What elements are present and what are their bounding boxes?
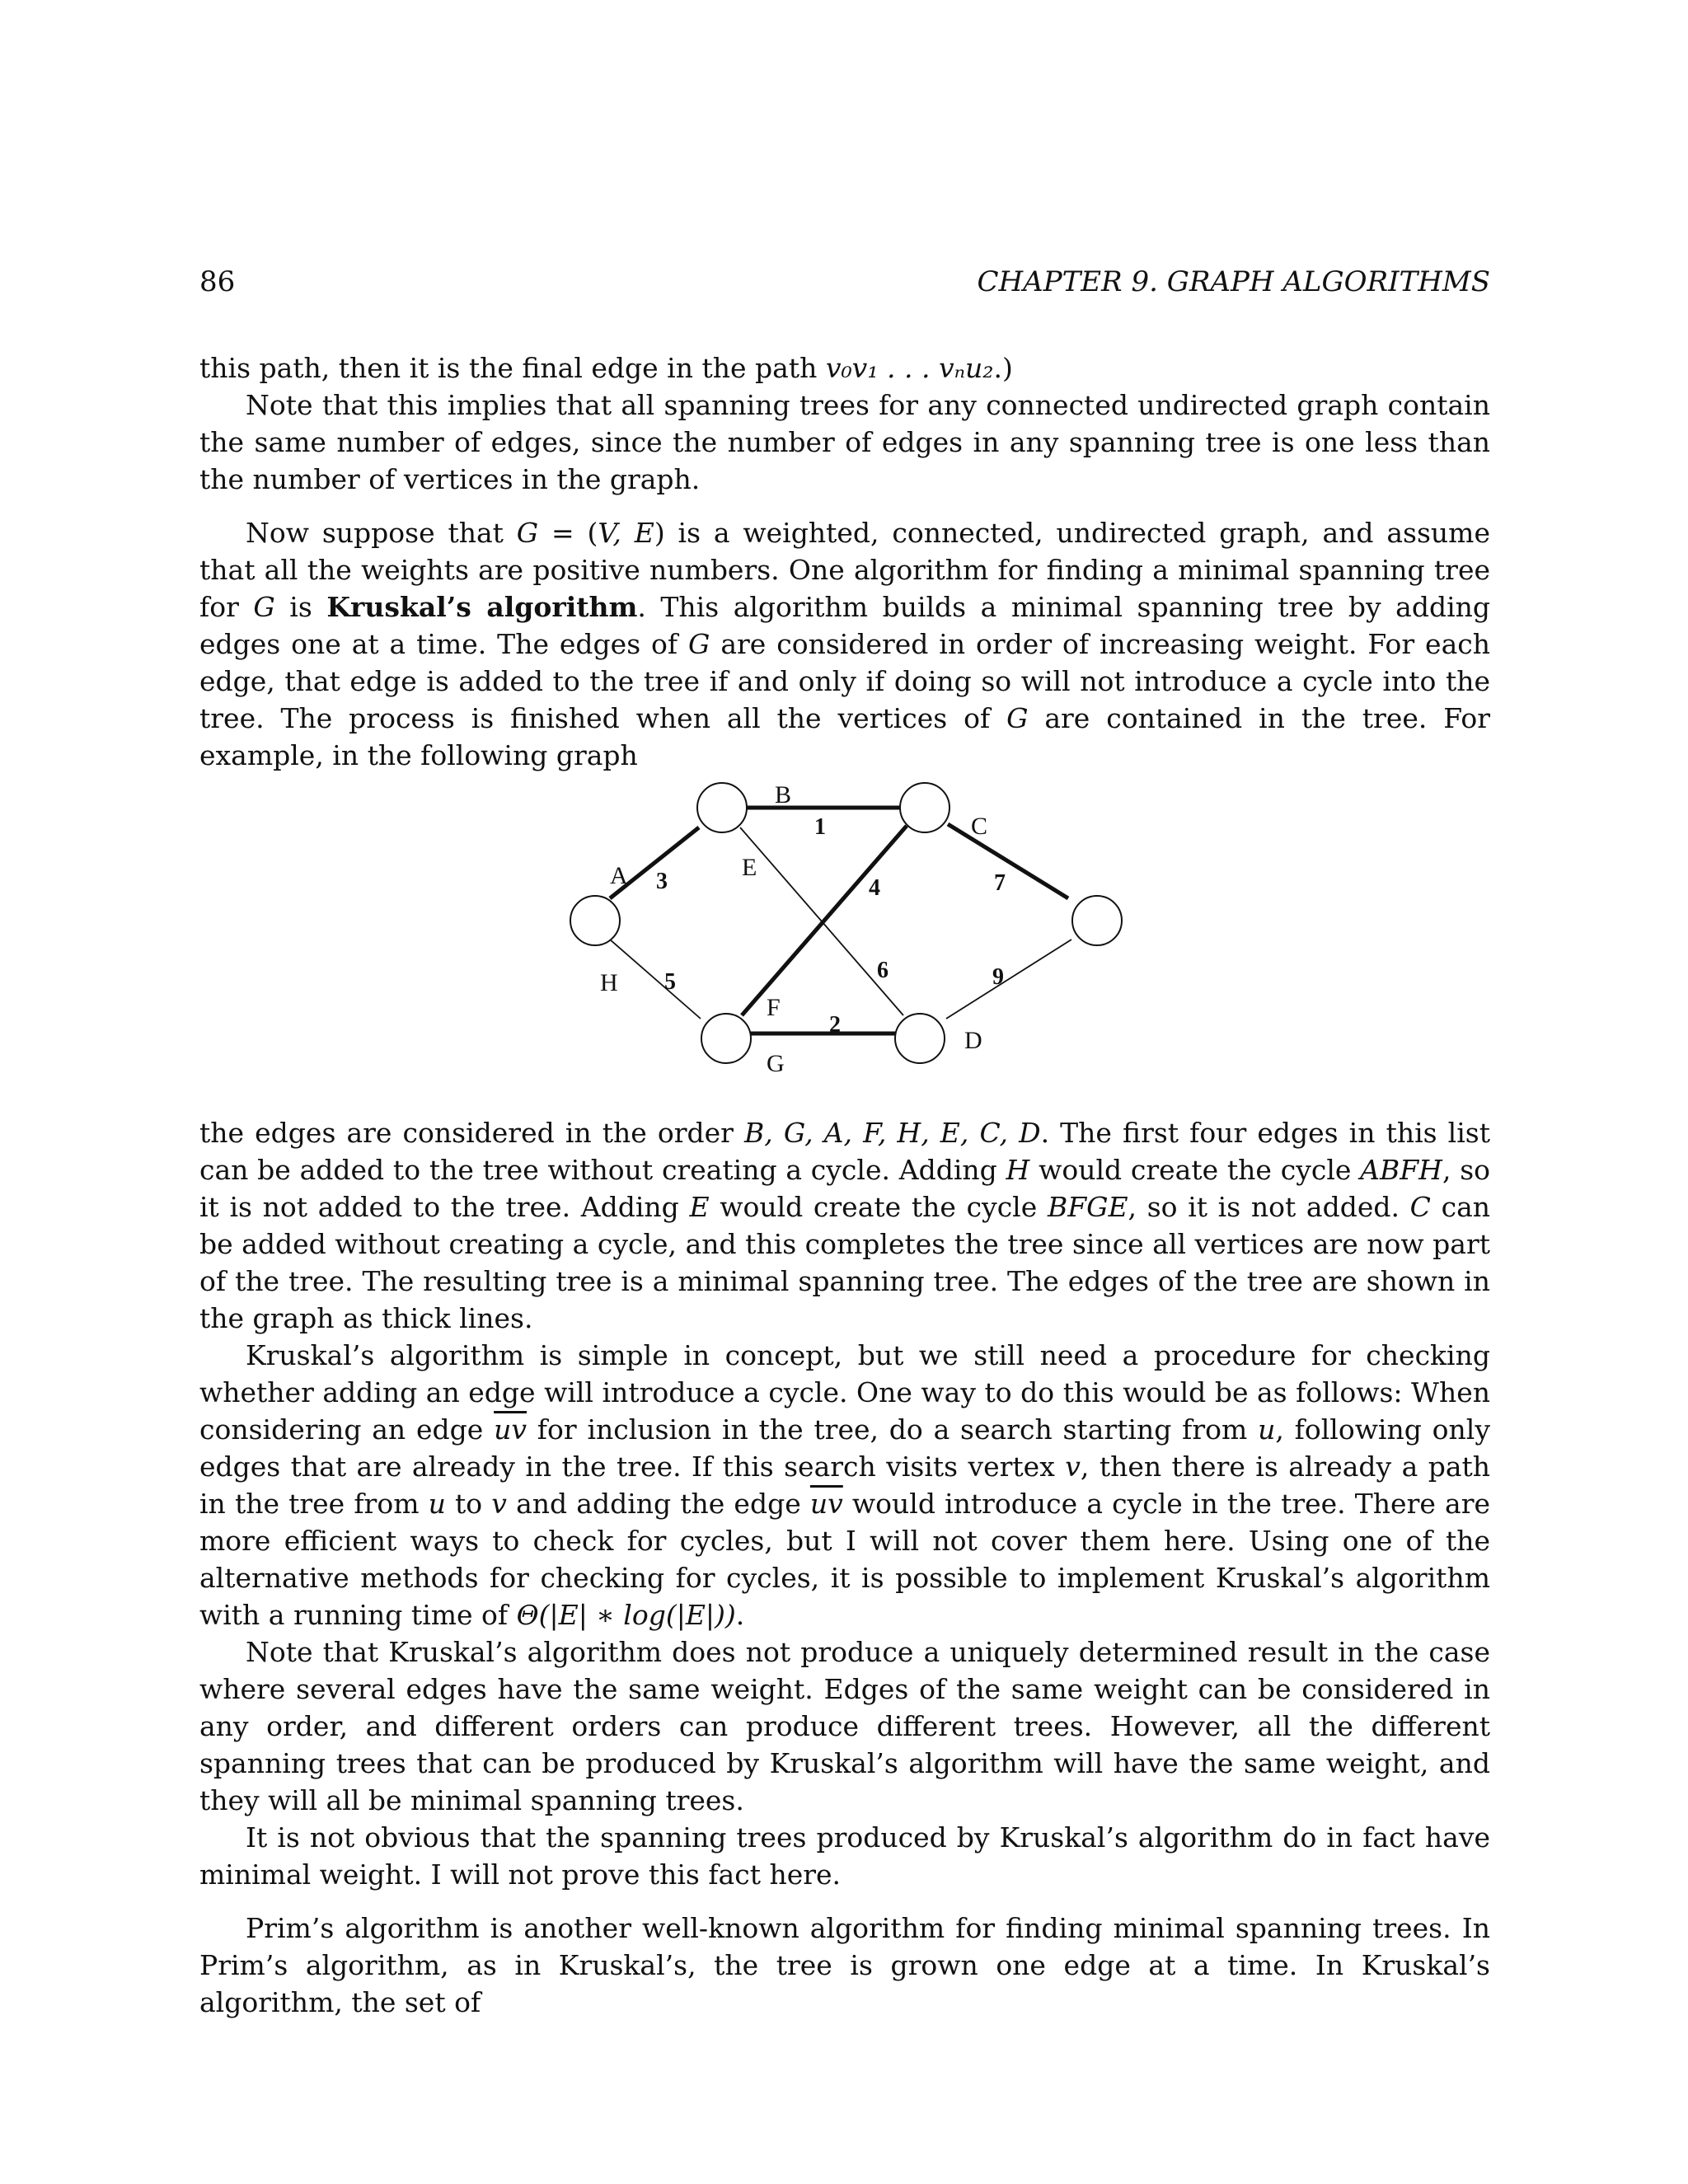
text-block-bottom bbox=[199, 1114, 1490, 2021]
edge-label-A: A bbox=[610, 862, 628, 889]
edge-label-H: H bbox=[600, 969, 618, 996]
weight-3: 3 bbox=[656, 869, 668, 894]
weight-6: 6 bbox=[877, 958, 889, 983]
weight-1: 1 bbox=[814, 814, 826, 840]
vertex-bottom-right bbox=[895, 1014, 945, 1063]
vertex-bottom-left bbox=[701, 1014, 751, 1063]
vertex-top-left bbox=[697, 783, 747, 832]
math-path: v₀v₁ . . . vₙu₂ bbox=[825, 352, 994, 384]
term-kruskal: Kruskal’s algorithm bbox=[326, 591, 638, 623]
paragraph-continuation: this path, then it is the final edge in the path v₀v₁ . . . vₙu₂.) bbox=[199, 352, 1013, 384]
paragraph-prim: Prim’s algorithm is another well-known algorithm for finding minimal spanning trees. In Prim’s algorithm, as in Kruskal’s, the tree is grown one edge at a time. In Kruskal’s algorithm, the set of bbox=[199, 1912, 1490, 2018]
edge-label-B: B bbox=[775, 781, 792, 808]
edge-label-D: D bbox=[964, 1027, 982, 1054]
edge-label-C: C bbox=[971, 813, 988, 840]
vertex-top-right bbox=[900, 783, 950, 832]
edge-F bbox=[742, 826, 907, 1015]
weight-5: 5 bbox=[664, 969, 676, 995]
edge-D bbox=[946, 940, 1071, 1019]
paragraph-spanning-edges: Note that this implies that all spanning trees for any connected undirected graph contain the same number of edges, since the number of edges in any spanning tree is one less than the number of vertices in the graph. bbox=[199, 389, 1490, 495]
weight-9: 9 bbox=[992, 964, 1004, 990]
weight-7: 7 bbox=[994, 870, 1006, 896]
edge-H bbox=[610, 940, 701, 1019]
edge-label-G: G bbox=[767, 1050, 785, 1077]
paragraph-example: the edges are considered in the order B, G, A, F, H, E, C, D. The first four edges in this list can be added to the tree without creating a cycle. Adding H would create the cycle ABFH, so it is not added to the tree. Adding E would create the cycle BFGE, so it is not added. C can be added without creating a cycle, and this completes the tree since all vertices are now part of the tree. The resulting tree is a minimal spanning tree. The edges of the tree are shown in the graph as thick lines. bbox=[199, 1117, 1490, 1334]
edge-label-E: E bbox=[742, 854, 757, 881]
vertex-left bbox=[570, 896, 620, 945]
weight-2: 2 bbox=[829, 1012, 841, 1038]
chapter-title: CHAPTER 9. GRAPH ALGORITHMS bbox=[977, 265, 1490, 298]
paragraph-kruskal-intro: Now suppose that G = (V, E) is a weighted, connected, undirected graph, and assume that all the weights are positive numbers. One algorithm for finding a minimal spanning tree for G is Kruskal’s algorithm. This algorithm builds a minimal spanning tree by adding edges one at a time. The edges of G are considered in order of increasing weight. For each edge, that edge is added to the tree if and only if doing so will not introduce a cycle into the tree. The process is finished when all the vertices of G are contained in the tree. For example, in the following graph bbox=[199, 517, 1491, 771]
paragraph-uniqueness: Note that Kruskal’s algorithm does not produce a uniquely determined result in the case where several edges have the same weight. Edges of the same weight can be considered in any order, and different orders can produce different trees. However, all the different spanning trees that can be produced by Kruskal’s algorithm will have the same weight, and they will all be minimal spanning trees. bbox=[199, 1636, 1490, 1816]
paragraph-not-obvious: It is not obvious that the spanning trees produced by Kruskal’s algorithm do in fact have minimal weight. I will not prove this fact here. bbox=[199, 1821, 1490, 1891]
edge-C bbox=[948, 824, 1068, 898]
page-number: 86 bbox=[199, 265, 236, 298]
weight-4: 4 bbox=[869, 875, 880, 901]
paragraph-cycle-check: Kruskal’s algorithm is simple in concept, but we still need a procedure for checking whether adding an edge will introduce a cycle. One way to do this would be as follows: When considering an edge $\overline{uv}$ for inclusion in the tree, do a search starting from u, following only edges that are already in the tree. If this search visits vertex v, then there is already a path in the tree from u to v and adding the edge $\overline{uv}$ would introduce a cycle in the tree. There are more efficient ways to check for cycles, but I will not cover them here. Using one of the alternative methods for checking for cycles, it is possible to implement Kruskal’s algorithm with a running time of Θ(|E| ∗ log(|E|)). bbox=[199, 1339, 1491, 1631]
vertex-right bbox=[1072, 896, 1122, 945]
edge-label-F: F bbox=[767, 994, 781, 1021]
